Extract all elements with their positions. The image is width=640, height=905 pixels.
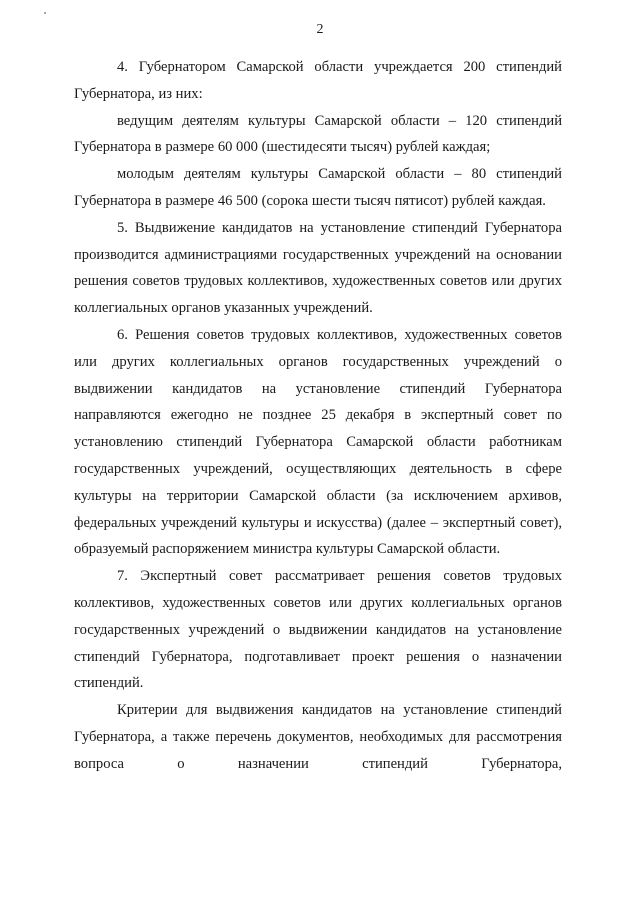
paragraph-4-item-young: молодым деятелям культуры Самарской области – 80 стипендий Губернатора в размере 46 500 (сорока шести тысяч пятисот) рублей каждая.: [74, 166, 562, 209]
document-body: [74, 54, 562, 778]
paragraph-4-item-leading: ведущим деятелям культуры Самарской области – 120 стипендий Губернатора в размере 60 000 (шестидесяти тысяч) рублей каждая;: [74, 112, 562, 156]
scan-artifact: [44, 12, 46, 14]
paragraph-criteria: Критерии для выдвижения кандидатов на установление стипендий Губернатора, а также перечень документов, необходимых для рассмотрения вопроса о назначении стипендий Губернатора,: [74, 702, 562, 772]
page-number: 2: [316, 22, 324, 37]
paragraph-7: 7. Экспертный совет рассматривает решения советов трудовых коллективов, художественных советов или других коллегиальных органов государственных учреждений о выдвижении кандидатов на установление стипендий Губернатора, подготавливает проект решения о назначении стипендий.: [74, 568, 562, 692]
paragraph-5: 5. Выдвижение кандидатов на установление стипендий Губернатора производится администрациями государственных учреждений на основании решения советов трудовых коллективов, художественных советов или других коллегиальных органов указанных учреждений.: [74, 219, 562, 317]
paragraph-4: 4. Губернатором Самарской области учреждается 200 стипендий Губернатора, из них:: [74, 59, 562, 102]
paragraph-6: 6. Решения советов трудовых коллективов, художественных советов или других коллегиальных органов государственных учреждений о выдвижении кандидатов на установление стипендий Губернатора направляются ежегодно не позднее 25 декабря в экспертный совет по установлению стипендий Губернатора Самарской области работникам государственных учреждений, осуществляющих деятельность в сфере культуры на территории Самарской области (за исключением архивов, федеральных учреждений культуры и искусства) (далее – экспертный совет), образуемый распоряжением министра культуры Самарской области.: [74, 326, 562, 558]
